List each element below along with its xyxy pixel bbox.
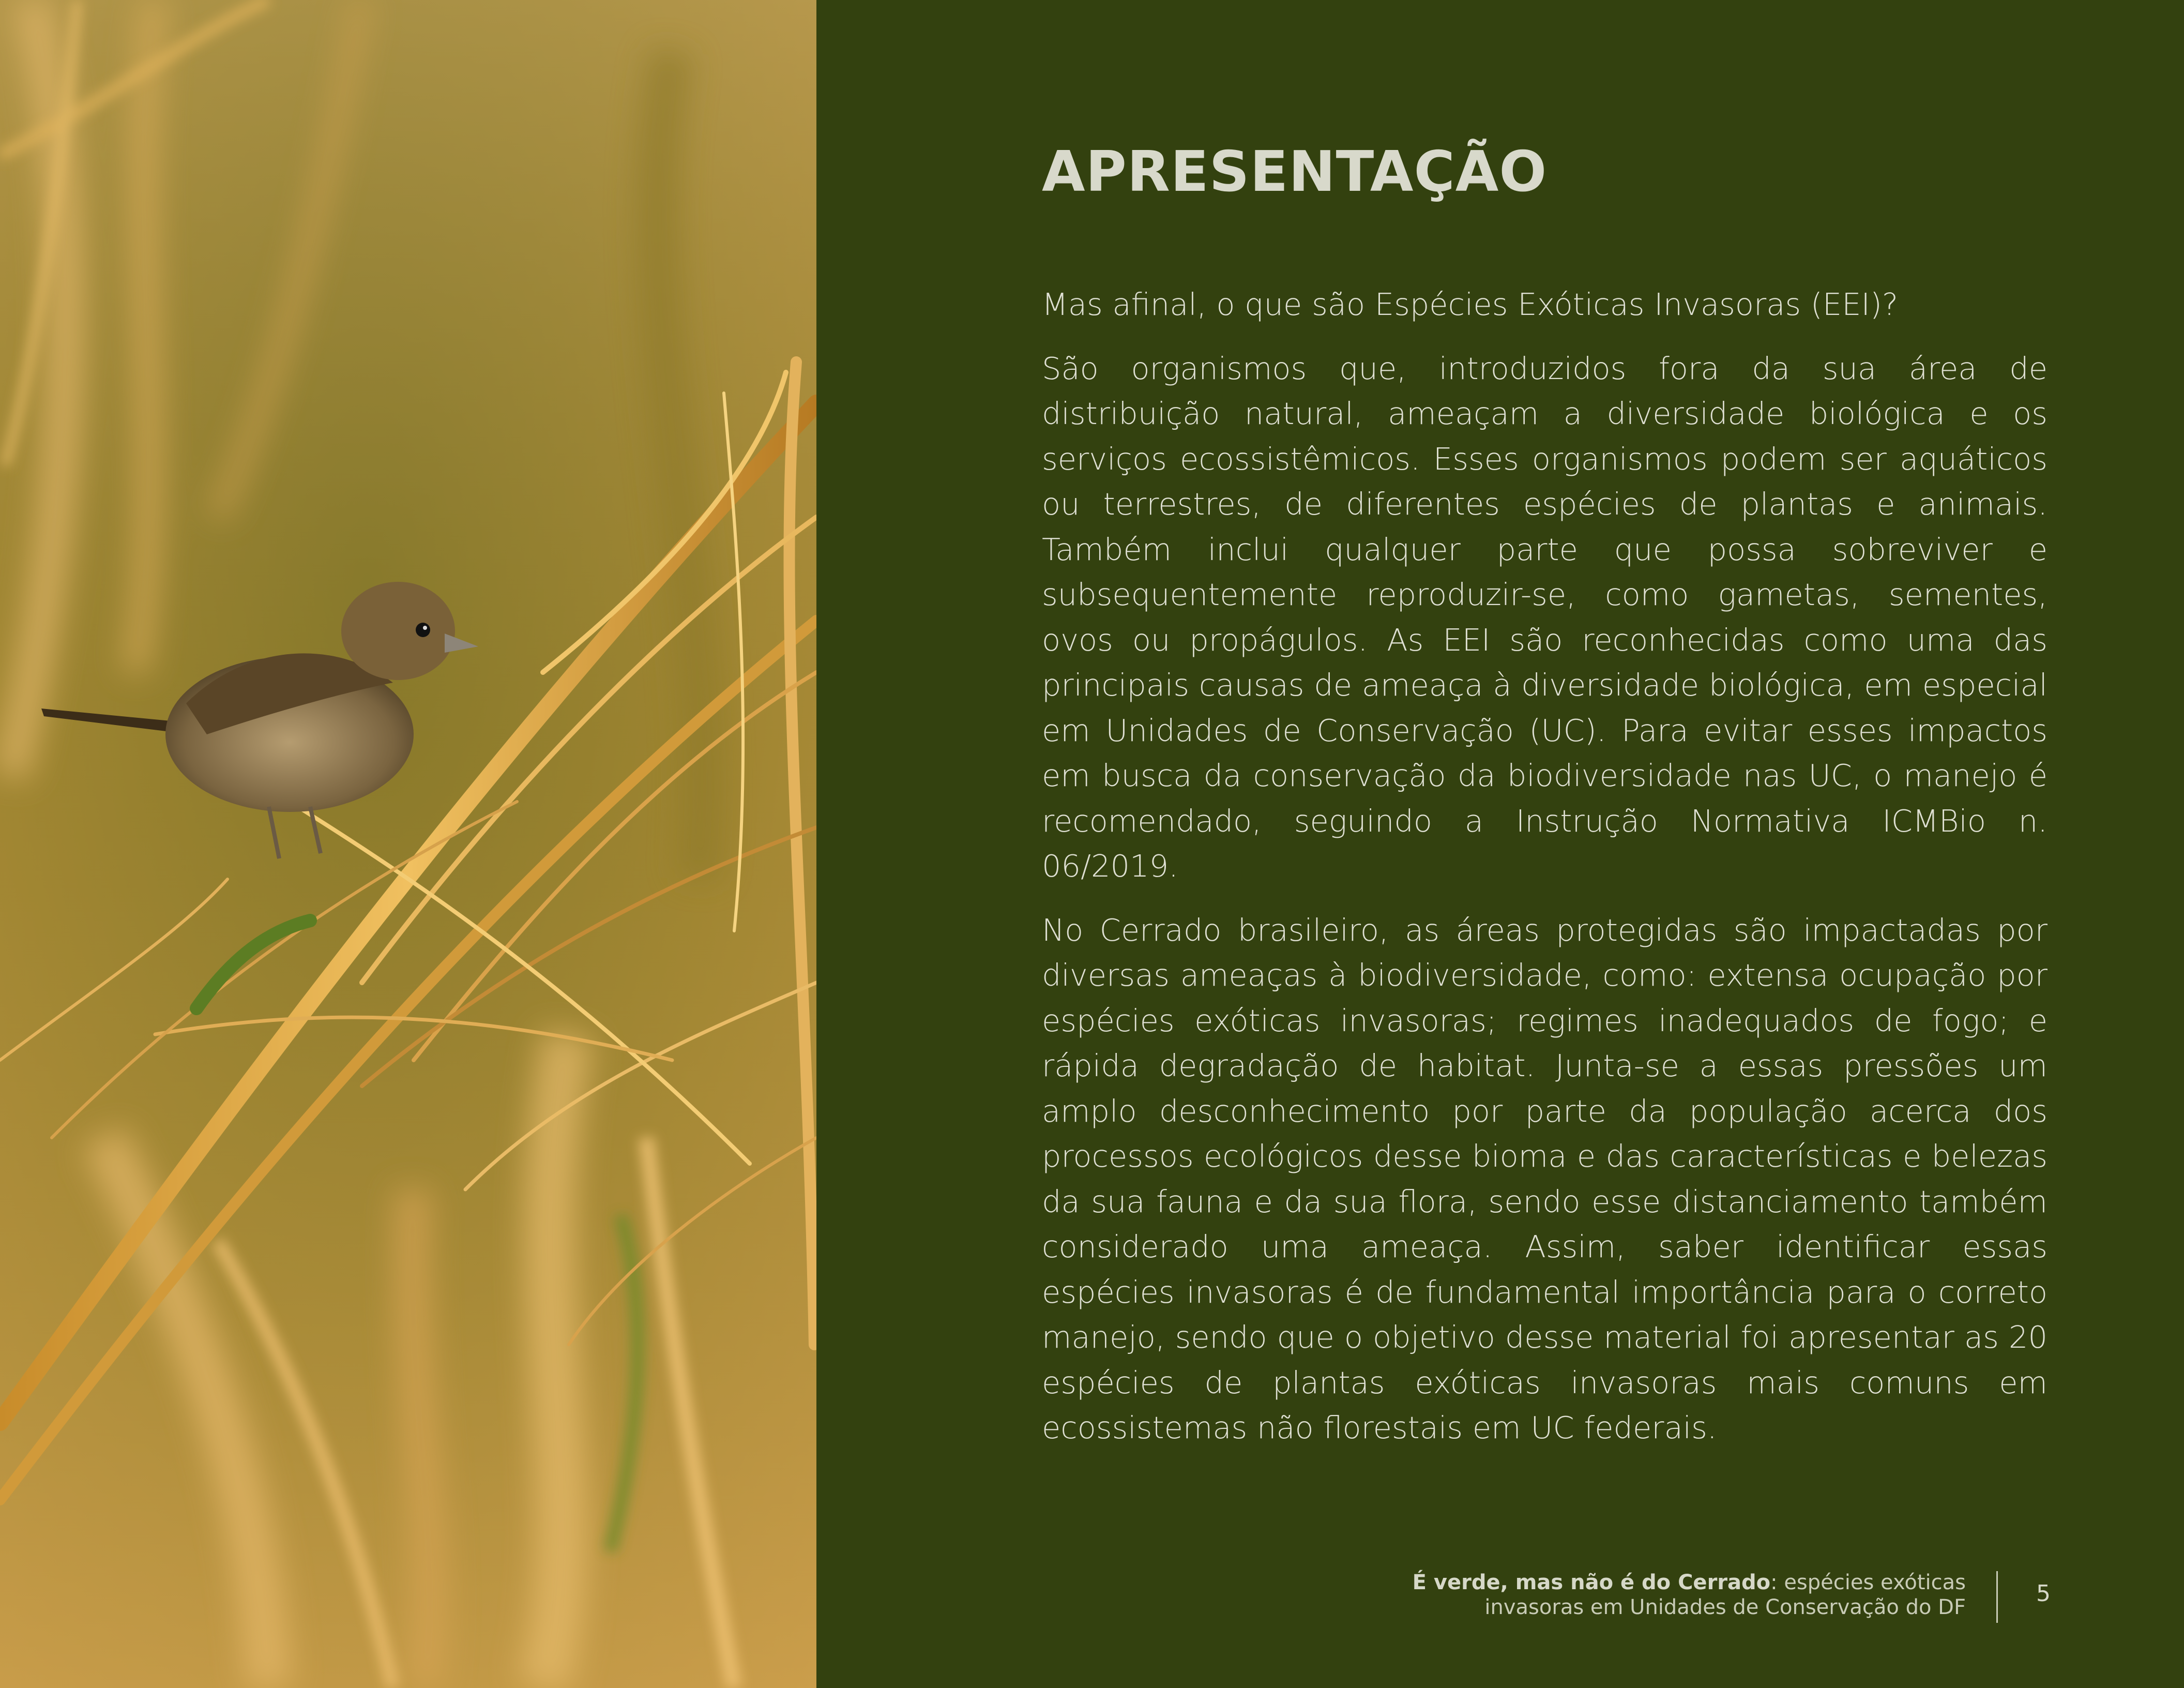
footer-title-rest: : espécies exóticas [1770, 1571, 1966, 1594]
paragraph-cerrado: No Cerrado brasileiro, as áreas protegidas são impactadas por diversas ameaças à biodiversidade, como: extensa ocupação por espécies exóticas invasoras; regimes inadequados de fogo; e rápida degradação de habitat. Junta-se a essas pressões um amplo desconhecimento por parte da população acerca dos processos ecológicos desse bioma e das características e belezas da sua fauna e da sua flora, sendo esse distanciamento também considerado uma ameaça. Assim, saber identificar essas espécies invasoras é de fundamental importância para o correto manejo, sendo que o objetivo desse material foi apresentar as 20 espécies de plantas exóticas invasoras mais comuns em ecossistemas não florestais em UC federais. [1042, 912, 2048, 1445]
footer-title-line2: invasoras em Unidades de Conservação do DF [1484, 1595, 1966, 1619]
paragraph-definition: São organismos que, introduzidos fora da sua área de distribuição natural, ameaçam a diversidade biológica e os serviços ecossistêmicos. Esses organismos podem ser aquáticos ou terrestres, de diferentes espécies de plantas e animais. Também inclui qualquer parte que possa sobreviver e subsequentemente reproduzir-se, como gametas, sementes, ovos ou propágulos. As EEI são reconhecidas como uma das principais causas de ameaça à diversidade biológica, em especial em Unidades de Conservação (UC). Para evitar esses impactos em busca da conservação da biodiversidade nas UC, o manejo é recomendado, seguindo a Instrução Normativa ICMBio n. 06/2019. [1042, 350, 2048, 884]
page-title: APRESENTAÇÃO [1042, 140, 1548, 204]
bird-photo [0, 0, 816, 1688]
footer-book-title [1413, 1570, 1966, 1620]
body-text [1042, 282, 2048, 1469]
footer-title-bold: É verde, mas não é do Cerrado [1412, 1571, 1771, 1594]
footer-divider [1996, 1571, 1998, 1623]
intro-question: Mas afinal, o que são Espécies Exóticas Invasoras (EEI)? [1042, 287, 1899, 322]
page-number: 5 [2036, 1580, 2051, 1607]
